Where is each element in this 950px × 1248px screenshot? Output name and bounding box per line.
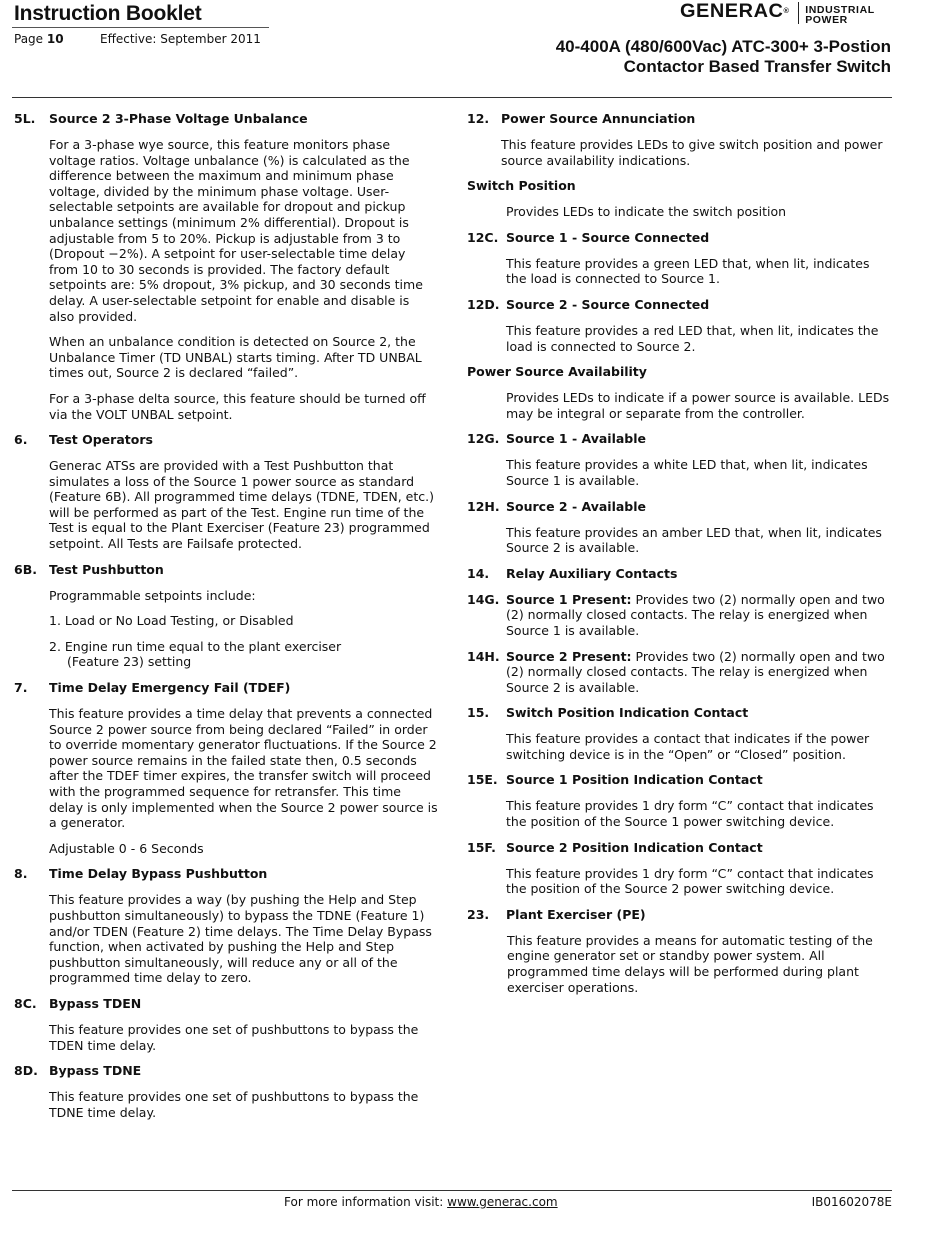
relay-description: Provides two (2) normally open and two (2) normally closed contacts. The relay is energized when Source 1 is available.: [506, 591, 885, 638]
page-number: [14, 32, 64, 46]
section-number: 12.: [467, 111, 490, 126]
website-link[interactable]: www.generac.com: [447, 1195, 558, 1209]
header-rule: [12, 97, 892, 98]
effective-date: Effective: September 2011: [100, 32, 261, 46]
section-number: 15F.: [467, 839, 496, 855]
logo-sub-industrial: INDUSTRIAL: [805, 4, 875, 16]
paragraph: When an unbalance condition is detected on Source 2, the Unbalance Timer (TD UNBAL) starts timing. After TD UNBAL times out, Source 2 is declared “failed”.: [49, 334, 422, 381]
paragraph: This feature provides a way (by pushing the Help and Step pushbutton simultaneously) to bypass the TDNE (Feature 1) and/or TDEN (Feature 2) time delays. The Time Delay Bypass function, when activated by pushing the Help and Step pushbutton simultaneously, will reduce any or all of the programmed time delay to zero.: [49, 892, 432, 986]
paragraph: This feature provides a red LED that, when lit, indicates the load is connected to Source 2.: [506, 322, 879, 354]
product-title-line-1: 40-400A (480/600Vac) ATC-300+ 3-Postion: [555, 37, 891, 56]
section-title: Test Pushbutton: [49, 561, 164, 577]
section-number: 12G.: [467, 431, 500, 447]
list-item-continuation: (Feature 23) setting: [67, 654, 192, 670]
relay-lead: Source 1 Present:: [506, 591, 632, 607]
section-title: Plant Exerciser (PE): [506, 906, 646, 922]
section-heading: [467, 297, 891, 313]
paragraph: This feature provides a means for automatic testing of the engine generator set or standby power system. All programmed time delays will be performed during plant exerciser operations.: [507, 932, 873, 995]
section-number: 8.: [14, 866, 28, 882]
section-heading: [467, 431, 891, 447]
section-title: Time Delay Bypass Pushbutton: [49, 866, 268, 882]
section-title: Bypass TDEN: [49, 995, 142, 1011]
page-label: Page: [14, 32, 44, 46]
list-item: 2. Engine run time equal to the plant exerciser: [49, 638, 342, 654]
paragraph: Provides LEDs to indicate the switch position: [506, 204, 787, 220]
paragraph: This feature provides a contact that indicates if the power switching device is in the “Open” or “Closed” position.: [506, 731, 870, 762]
section-number: 15E.: [467, 772, 498, 788]
paragraph: Provides LEDs to indicate if a power source is available. LEDs may be integral or separate from the controller.: [506, 390, 890, 421]
section-number: 6.: [14, 432, 28, 448]
section-title: Source 1 - Available: [506, 431, 647, 447]
section-number: 8C.: [14, 995, 37, 1011]
footer-rule: [12, 1190, 892, 1191]
section-number: 14G.: [467, 591, 500, 607]
section-title: Source 2 3-Phase Voltage Unbalance: [49, 111, 308, 126]
section-number: 12C.: [467, 229, 499, 245]
paragraph: For a 3-phase delta source, this feature should be turned off via the VOLT UNBAL setpoint.: [49, 390, 426, 422]
paragraph: This feature provides a white LED that, when lit, indicates Source 1 is available.: [506, 457, 868, 488]
paragraph: This feature provides LEDs to give switch position and power source availability indications.: [501, 137, 883, 168]
paragraph: For a 3-phase wye source, this feature monitors phase voltage ratios. Voltage unbalance (%) is calculated as the difference between the maximum and minimum phase voltage, divided by the minimum phase voltage. User-selectable setpoints are available for dropout and pickup unbalance settings (minimum 2% differential). Dropout is adjustable from 5 to 20%. Pickup is adjustable from 3 to (Dropout −2%). A setpoint for user-selectable time delay from 10 to 30 seconds is provided. The factory default setpoints are: 5% dropout, 3% pickup, and 30 seconds time delay. A user-selectable setpoint for enable and disable is also provided.: [49, 137, 423, 324]
section-number: 5L.: [14, 111, 36, 126]
section-heading: [467, 705, 891, 721]
section-title: Relay Auxiliary Contacts: [506, 565, 678, 581]
relay-contact-item: [467, 592, 891, 639]
section-title: Source 1 - Source Connected: [506, 229, 710, 245]
logo-wordmark: [680, 2, 789, 22]
paragraph: This feature provides an amber LED that, when lit, indicates Source 2 is available.: [506, 524, 882, 556]
section-title: Bypass TDNE: [49, 1063, 142, 1079]
footer-info: [284, 1195, 558, 1209]
section-number: 12H.: [467, 498, 500, 514]
section-number: 23.: [467, 906, 490, 922]
page-number-value: 10: [46, 32, 64, 46]
right-column: [467, 111, 891, 1005]
section-heading: [467, 566, 891, 582]
logo-registered-mark: ®: [783, 8, 790, 15]
logo-subtitle: [805, 2, 875, 25]
section-heading: [467, 840, 891, 856]
paragraph: This feature provides 1 dry form “C” contact that indicates the position of the Source 2 power switching device.: [506, 865, 874, 897]
logo-divider: [798, 2, 799, 24]
document-id: IB01602078E: [811, 1195, 892, 1209]
section-title: Source 2 - Source Connected: [506, 296, 710, 312]
list-item: 1. Load or No Load Testing, or Disabled: [49, 613, 294, 629]
section-title: Source 2 Position Indication Contact: [506, 839, 763, 855]
section-title: Test Operators: [49, 432, 153, 448]
section-title: Switch Position Indication Contact: [506, 705, 749, 721]
logo-word: GENERAC: [680, 1, 784, 22]
section-number: 8D.: [14, 1063, 38, 1079]
section-heading: [467, 230, 891, 246]
section-heading: [467, 111, 891, 127]
paragraph: This feature provides 1 dry form “C” contact that indicates the position of the Source 1 power switching device.: [506, 798, 874, 830]
logo-sub-power: POWER: [805, 14, 848, 26]
section-number: 14H.: [467, 648, 500, 664]
section-heading: [14, 866, 438, 882]
paragraph: This feature provides one set of pushbuttons to bypass the TDNE time delay.: [49, 1089, 419, 1120]
section-title: Source 1 Position Indication Contact: [506, 772, 763, 788]
product-title-line-2: Contactor Based Transfer Switch: [623, 57, 891, 76]
paragraph: Adjustable 0 - 6 Seconds: [49, 840, 204, 856]
section-title: Power Source Annunciation: [501, 111, 696, 126]
section-number: 6B.: [14, 561, 37, 577]
section-heading: [14, 432, 438, 448]
section-number: 14.: [467, 565, 490, 581]
section-heading: [14, 562, 438, 578]
booklet-title: Instruction Booklet: [14, 2, 202, 25]
section-heading: [467, 907, 891, 923]
section-heading: [467, 772, 891, 788]
relay-contact-item: [467, 649, 891, 696]
paragraph: This feature provides a time delay that prevents a connected Source 2 power source from being declared “Failed” in order to override momentary generator fluctuations. If the Source 2 power source remains in the failed state then, 0.5 seconds after the TDEF timer expires, the transfer switch will proceed with the programmed sequence for retransfer. This time delay is only implemented when the Source 2 power source is a generator.: [49, 706, 438, 831]
paragraph: This feature provides a green LED that, when lit, indicates the load is connected to Source 1.: [506, 255, 870, 287]
left-column: [14, 111, 438, 1130]
header-divider: [12, 27, 269, 28]
paragraph: This feature provides one set of pushbuttons to bypass the TDEN time delay.: [49, 1021, 419, 1053]
subsection-heading: Switch Position: [467, 178, 576, 194]
paragraph: Generac ATSs are provided with a Test Pushbutton that simulates a loss of the Source 1 power source as standard (Feature 6B). All programmed time delays (TDNE, TDEN, etc.) will be performed as part of the Test. Engine run time of the Test is equal to the Plant Exerciser (Feature 23) programmed setpoint. All Tests are Failsafe protected.: [49, 458, 434, 552]
generac-logo: [680, 2, 875, 32]
relay-contact-text: [506, 592, 891, 639]
paragraph: Programmable setpoints include:: [49, 587, 256, 603]
section-heading: [14, 1063, 438, 1079]
section-heading: [14, 111, 438, 127]
subsection-heading: Power Source Availability: [467, 364, 647, 380]
section-heading: [14, 680, 438, 696]
section-heading: [467, 499, 891, 515]
relay-contact-text: [506, 649, 891, 696]
section-number: 12D.: [467, 296, 500, 312]
section-heading: [14, 996, 438, 1012]
section-number: 15.: [467, 705, 490, 721]
section-number: 7.: [14, 680, 28, 696]
relay-description: Provides two (2) normally open and two (2) normally closed contacts. The relay is energized when Source 2 is available.: [506, 648, 885, 695]
section-title: Source 2 - Available: [506, 498, 647, 514]
section-title: Time Delay Emergency Fail (TDEF): [49, 680, 291, 696]
relay-lead: Source 2 Present:: [506, 648, 632, 664]
footer-lead-text: For more information visit:: [284, 1195, 448, 1209]
